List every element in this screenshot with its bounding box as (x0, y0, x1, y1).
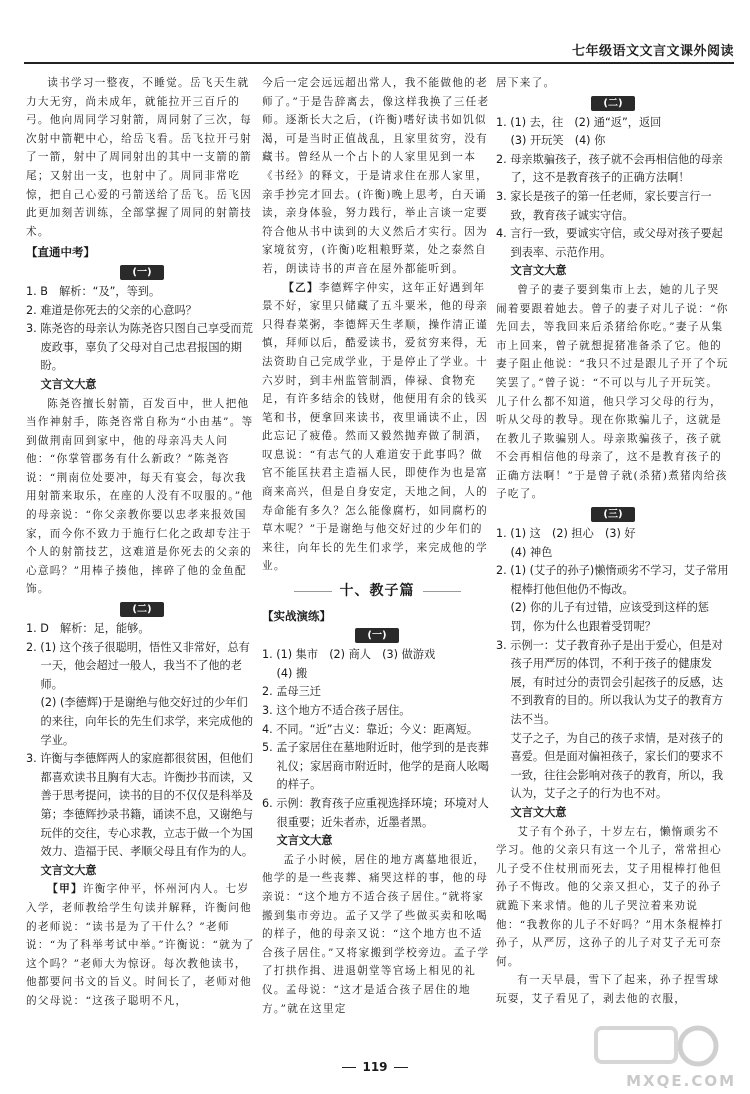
answer-item: 1. B 解析：“及”，等到。 (26, 284, 161, 298)
translation-paragraph: 读书学习一整夜，不睡觉。岳飞天生就力大无穷，尚未成年，就能拉开三百斤的弓。他向周同学习射箭，周同射了三次，每次射中箭靶中心，给岳飞看。岳飞拉开弓射了一箭，射中了周同射出的其中一支箭的箭尾；又射出一支，也射中了。周同非常吃惊，把自己心爱的弓箭送给了岳飞。岳飞因此更加刻苦训练，全部掌握了周同的射箭技术。 (26, 77, 252, 238)
answer-item: 3. 家长是孩子的第一任老师，家长要言行一致，教育孩子诚实守信。 (496, 189, 712, 222)
column-middle (262, 74, 492, 1018)
translation-heading: 文言文大意 (510, 805, 567, 819)
answer-item: (4) 神色 (510, 545, 553, 559)
translation-heading: 文言文大意 (510, 264, 567, 278)
section-heading-zhitong: 【直通中考】 (26, 245, 95, 260)
translation-paragraph: 曾子的妻子要到集市上去，她的儿子哭闹着要跟着她去。曾子的妻子对儿子说：“你先回去，等我回来后杀猪给你吃。”妻子从集市上回来，曾子就想捉猪准备杀了它。他的妻子阻止他说：“我只不过是跟儿子开了个玩笑罢了。”曾子说：“不可以与儿子开玩笑。儿子什么都不知道，他只学习父母的行为，听从父母的教导。现在你欺骗儿子，这就是在教儿子欺骗别人。母亲欺骗孩子，孩子就不会再相信他的母亲了，这不是教育孩子的正确方法啊！”于是曾子就(杀猪)煮猪肉给孩子吃了。 (496, 283, 729, 501)
translation-heading: 文言文大意 (40, 377, 97, 391)
answer-item: 2. (1) (艾子的孙子)懒惰顽劣不学习，艾子常用棍棒打他但他仍不悔改。 (496, 564, 729, 596)
section-number-badge: (一) (355, 628, 398, 643)
answer-item: 3. 许衡与李德辉两人的家庭都很贫困，但他们都喜欢读书且胸有大志。许衡抄书而读，又善于思考提问，读书的目的不仅仅是科举及第；李德辉抄录书籍，诵读不息，又谢绝与玩伴的交往，专心求教，立志于做一个为国效力、造福于民、孝顺父母且有作为的人。 (26, 752, 254, 859)
translation-heading: 文言文大意 (40, 863, 97, 877)
chapter-title: 十、教子篇 (262, 582, 492, 601)
answer-item: (4) 搬 (276, 666, 308, 680)
answer-item: 艾子之子，为自己的孩子求情，是对孩子的喜爱。但是面对偏袒孩子，家长们的要求不一致，往往会影响对孩子的教育，所以，我认为，艾子之子的行为也不对。 (510, 731, 724, 801)
translation-paragraph: 孟子小时候，居住的地方离墓地很近，他学的是一些丧葬、痛哭这样的事，他的母亲说：“这个地方不适合孩子居住。”就将家搬到集市旁边。孟子又学了些做买卖和吆喝的样子，他的母亲又说：“这个地方也不适合孩子居住。”又将家搬到学校旁边。孟子学了打拱作揖、进退朝堂等官场上相见的礼仪。孟母说：“这才是适合孩子居住的地方。”就在这里定 (262, 853, 490, 1015)
answer-item: 2. 孟母三迁 (262, 685, 321, 699)
translation-paragraph (262, 279, 492, 577)
column-right (496, 74, 730, 1009)
translation-text: 许衡字仲平，怀州河内人。七岁入学，老师教给学生句读并解释，许衡问他的老师说：“读书是为了干什么？”老师说：“为了科举考试中举。”许衡说：“就为了这个吗？”老师大为惊讶。每次教他读书，他都要问书文的旨义。时间长了，老师对他的父母说：“这孩子聪明不凡， (26, 883, 255, 1007)
translation-paragraph: 有一天早晨，雪下了起来，孙子捏雪球玩耍，艾子看见了，剥去他的衣服， (496, 974, 720, 1005)
section-number-badge: (一) (120, 265, 163, 280)
answer-item: (2) 你的儿子有过错，应该受到这样的惩罚，你为什么也跟着受罚呢？ (510, 601, 709, 634)
answer-item: 5. 孟子家居住在墓地附近时，他学到的是丧葬礼仪；家居商市附近时，他学的是商人吆喝的样子。 (262, 741, 490, 792)
answer-item: 1. (1) 这 (2) 担心 (3) 好 (496, 527, 636, 541)
answer-item: (3) 开玩笑 (4) 你 (510, 134, 606, 148)
translation-paragraph: 今后一定会远远超出常人，我不能做他的老师了。”于是告辞离去，像这样我换了三任老师。逐渐长大之后，(许衡)嗜好读书如饥似渴，可是当时正值战乱，且家里贫穷，没有藏书。曾经从一个占卜的人家里见到一本《书经》的释文，于是请求住在那人家里，亲手抄完才回去。(许衡)晚上思考，白天诵读，亲身体验，努力践行，举止言谈一定要符合他从书中读到的大义然后才实行。因为家境贫穷，(许衡)吃粗粮野菜，处之泰然自若，朗读诗书的声音在屋外都能听到。 (262, 77, 490, 275)
answer-item: 6. 示例：教育孩子应重视选择环境；环境对人很重要；近朱者赤，近墨者黑。 (262, 796, 489, 829)
answer-item: 3. 这个地方不适合孩子居住。 (262, 704, 411, 717)
answer-item: 1. (1) 集市 (2) 商人 (3) 做游戏 (262, 648, 436, 662)
answer-item: 3. 示例一：艾子教育孙子是出于爱心，但是对孩子用严厉的体罚，不利于孩子的健康发展，有时过分的责罚会引起孩子的反感，达不到教育的目的。所以我认为艾子的教育方法不当。 (496, 638, 724, 726)
answer-item: 1. (1) 去，往 (2) 通“返”，返回 (496, 115, 662, 129)
answer-item: 1. D 解析：足，能够。 (26, 622, 150, 636)
section-number-badge: (二) (591, 96, 634, 111)
translation-paragraph: 艾子有个孙子，十岁左右，懒惰顽劣不学习。他的父亲只有这一个儿子，常常担心儿子受不住杖刑而死去，艾子用棍棒打他但孙子不悔改。他的父亲又担心，艾子的孙子就跪下来求情。他的儿子哭泣着来劝说他：“我教你的儿子不好吗？”用木条棍棒打孙子，从严厉，这孙子的儿子对艾子无可奈何。 (496, 825, 724, 968)
book-title: 七年级语文文言文课外阅读 (571, 44, 734, 59)
answer-item: 4. 不同。“近”古义：靠近；今义：距离短。 (262, 722, 479, 736)
answer-item: 3. 陈尧咨的母亲认为陈尧咨只图自己享受而荒废政事，辜负了父母对自己忠君报国的期盼。 (26, 322, 253, 373)
watermark-text: MXQE.COM (626, 1072, 736, 1090)
translation-paragraph: 居下来了。 (496, 77, 556, 89)
answer-item: 4. 言行一致，要诚实守信，或父母对孩子要起到表率、示范作用。 (496, 227, 723, 259)
answer-item: 2. 母亲欺骗孩子，孩子就不会再相信他的母亲了，这不是教育孩子的正确方法啊！ (496, 152, 723, 185)
page-header (24, 22, 734, 64)
section-heading-shizhan: 【实战演练】 (262, 608, 331, 623)
answer-item: (2) (李德辉)于是谢绝与他交好过的少年们的来往，向年长的先生们求学，来完成他的学业。 (40, 696, 254, 747)
section-number-badge: (三) (591, 507, 634, 522)
answer-item: 2. 难道是你死去的父亲的心意吗？ (26, 303, 197, 317)
answer-item: 2. (1) 这个孩子很聪明，悟性又非常好，总有一天，他会超过一般人，我当不了他的老师。 (26, 640, 250, 691)
translation-heading: 文言文大意 (276, 834, 333, 848)
translation-paragraph (26, 880, 258, 1010)
translation-text: 李德辉字仲实，这年正好遇到年景不好，家里只储藏了五斗粟米，他的母亲只得春菜粥，李德辉天生孝顺，操作清正谨慎，拜师以后，酷爱读书，爱贫穷来得，无法资助自己完成学业，于是停止了学业。十六岁时，到丰州监管制酒，俸禄、食物充足，有许多结余的钱财，他便用有余的钱买笔和书，便拿回来读书，夜里诵读不止，因此忘记了疲倦。然而又毅然抛弃做了制酒，叹息说：“有志气的人难道安于此事吗？做官不能匡扶君主造福人民，即使作为也是富商来高兴，但是自身安定，天地之间，人的寿命能有多久？怎么能像腐朽，如同腐朽的草木呢？”于是谢绝与他交好过的少年们的来往，向年长的先生们求学，来完成他的学业。 (262, 281, 488, 573)
column-left (26, 74, 258, 1011)
page-number-text: 119 (362, 1060, 388, 1074)
section-number-badge: (二) (120, 602, 163, 617)
label-yi: 【乙】 (283, 281, 319, 294)
translation-paragraph: 陈尧咨擅长射箭，百发百中，世人把他当作神射手，陈尧咨常自称为“小由基”。等到做荆南回到家中，他的母亲冯夫人问他：“你掌管郡务有什么新政？”陈尧咨说：“荆南位处要冲，每天有宴会，每次我用射箭来取乐，在座的人没有不叹服的。”他的母亲说：“你父亲教你要以忠孝来报效国家，而今你不致力于施行仁化之政却专注于个人的射箭技艺，这难道是你死去的父亲的心意吗？”用棒子揍他，摔碎了他的金鱼配饰。 (26, 397, 254, 596)
label-jia: 【甲】 (47, 883, 83, 896)
